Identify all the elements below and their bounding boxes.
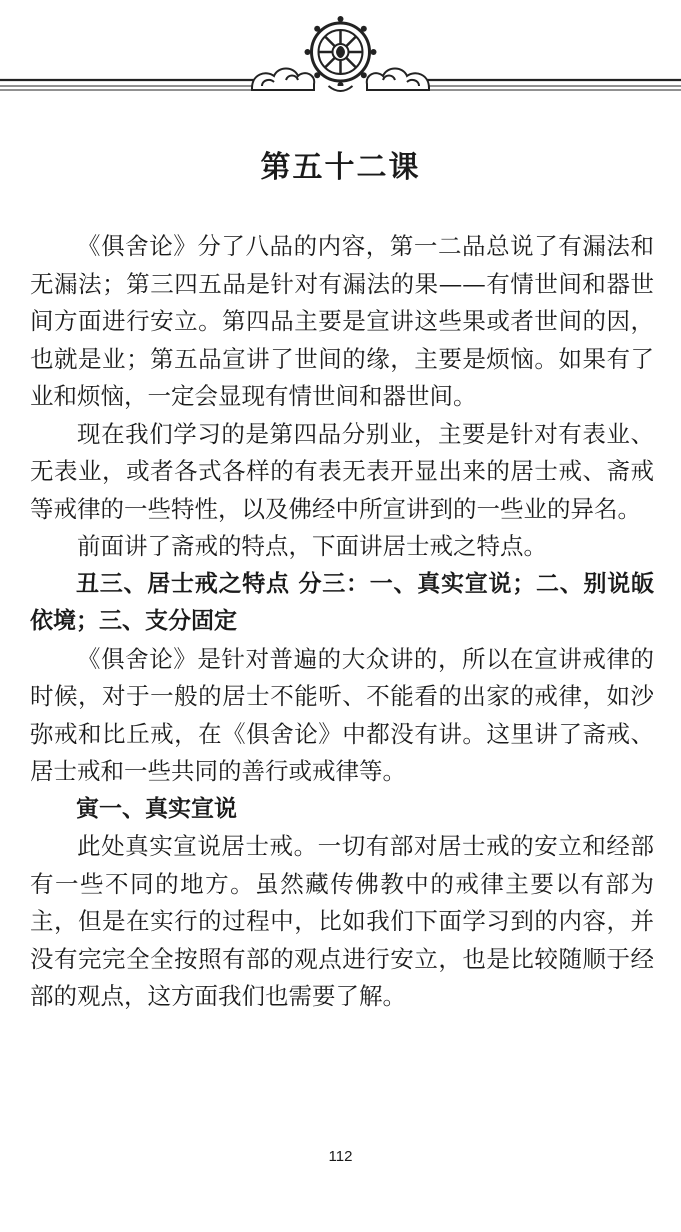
paragraph: 《俱舍论》是针对普遍的大众讲的，所以在宣讲戒律的时候，对于一般的居士不能听、不能看的出家的戒律，如沙弥戒和比丘戒，在《俱舍论》中都没有讲。这里讲了斋戒、居士戒和一些共同的善行或戒律等。 bbox=[30, 644, 654, 785]
dharma-wheel-icon bbox=[305, 16, 377, 91]
cloud-scroll-left-icon bbox=[252, 69, 314, 91]
header-rule-left bbox=[0, 80, 268, 90]
header-ornament bbox=[0, 0, 681, 108]
cloud-scroll-right-icon bbox=[367, 69, 429, 91]
paragraph: 《俱舍论》分了八品的内容，第一二品总说了有漏法和无漏法；第三四五品是针对有漏法的果——有情世间和器世间方面进行安立。第四品主要是宣讲这些果或者世间的因，也就是业；第五品宣讲了世间的缘，主要是烦恼。如果有了业和烦恼，一定会显现有情世间和器世间。 bbox=[30, 232, 654, 410]
section-heading: 丑三、居士戒之特点 分三：一、真实宣说；二、别说皈依境；三、支分固定 bbox=[30, 570, 654, 634]
body-text bbox=[30, 228, 654, 1016]
section-heading: 寅一、真实宣说 bbox=[76, 795, 237, 822]
chapter-title: 第五十二课 bbox=[260, 150, 421, 185]
page-number: 112 bbox=[328, 1148, 353, 1165]
paragraph: 前面讲了斋戒的特点，下面讲居士戒之特点。 bbox=[77, 532, 547, 560]
header-rule-right bbox=[413, 80, 681, 90]
paragraph: 此处真实宣说居士戒。一切有部对居士戒的安立和经部有一些不同的地方。虽然藏传佛教中的戒律主要以有部为主，但是在实行的过程中，比如我们下面学习到的内容，并没有完完全全按照有部的观点进行安立，也是比较随顺于经部的观点，这方面我们也需要了解。 bbox=[30, 832, 654, 1010]
paragraph: 现在我们学习的是第四品分别业，主要是针对有表业、无表业，或者各式各样的有表无表开显出来的居士戒、斋戒等戒律的一些特性，以及佛经中所宣讲到的一些业的异名。 bbox=[30, 419, 654, 523]
